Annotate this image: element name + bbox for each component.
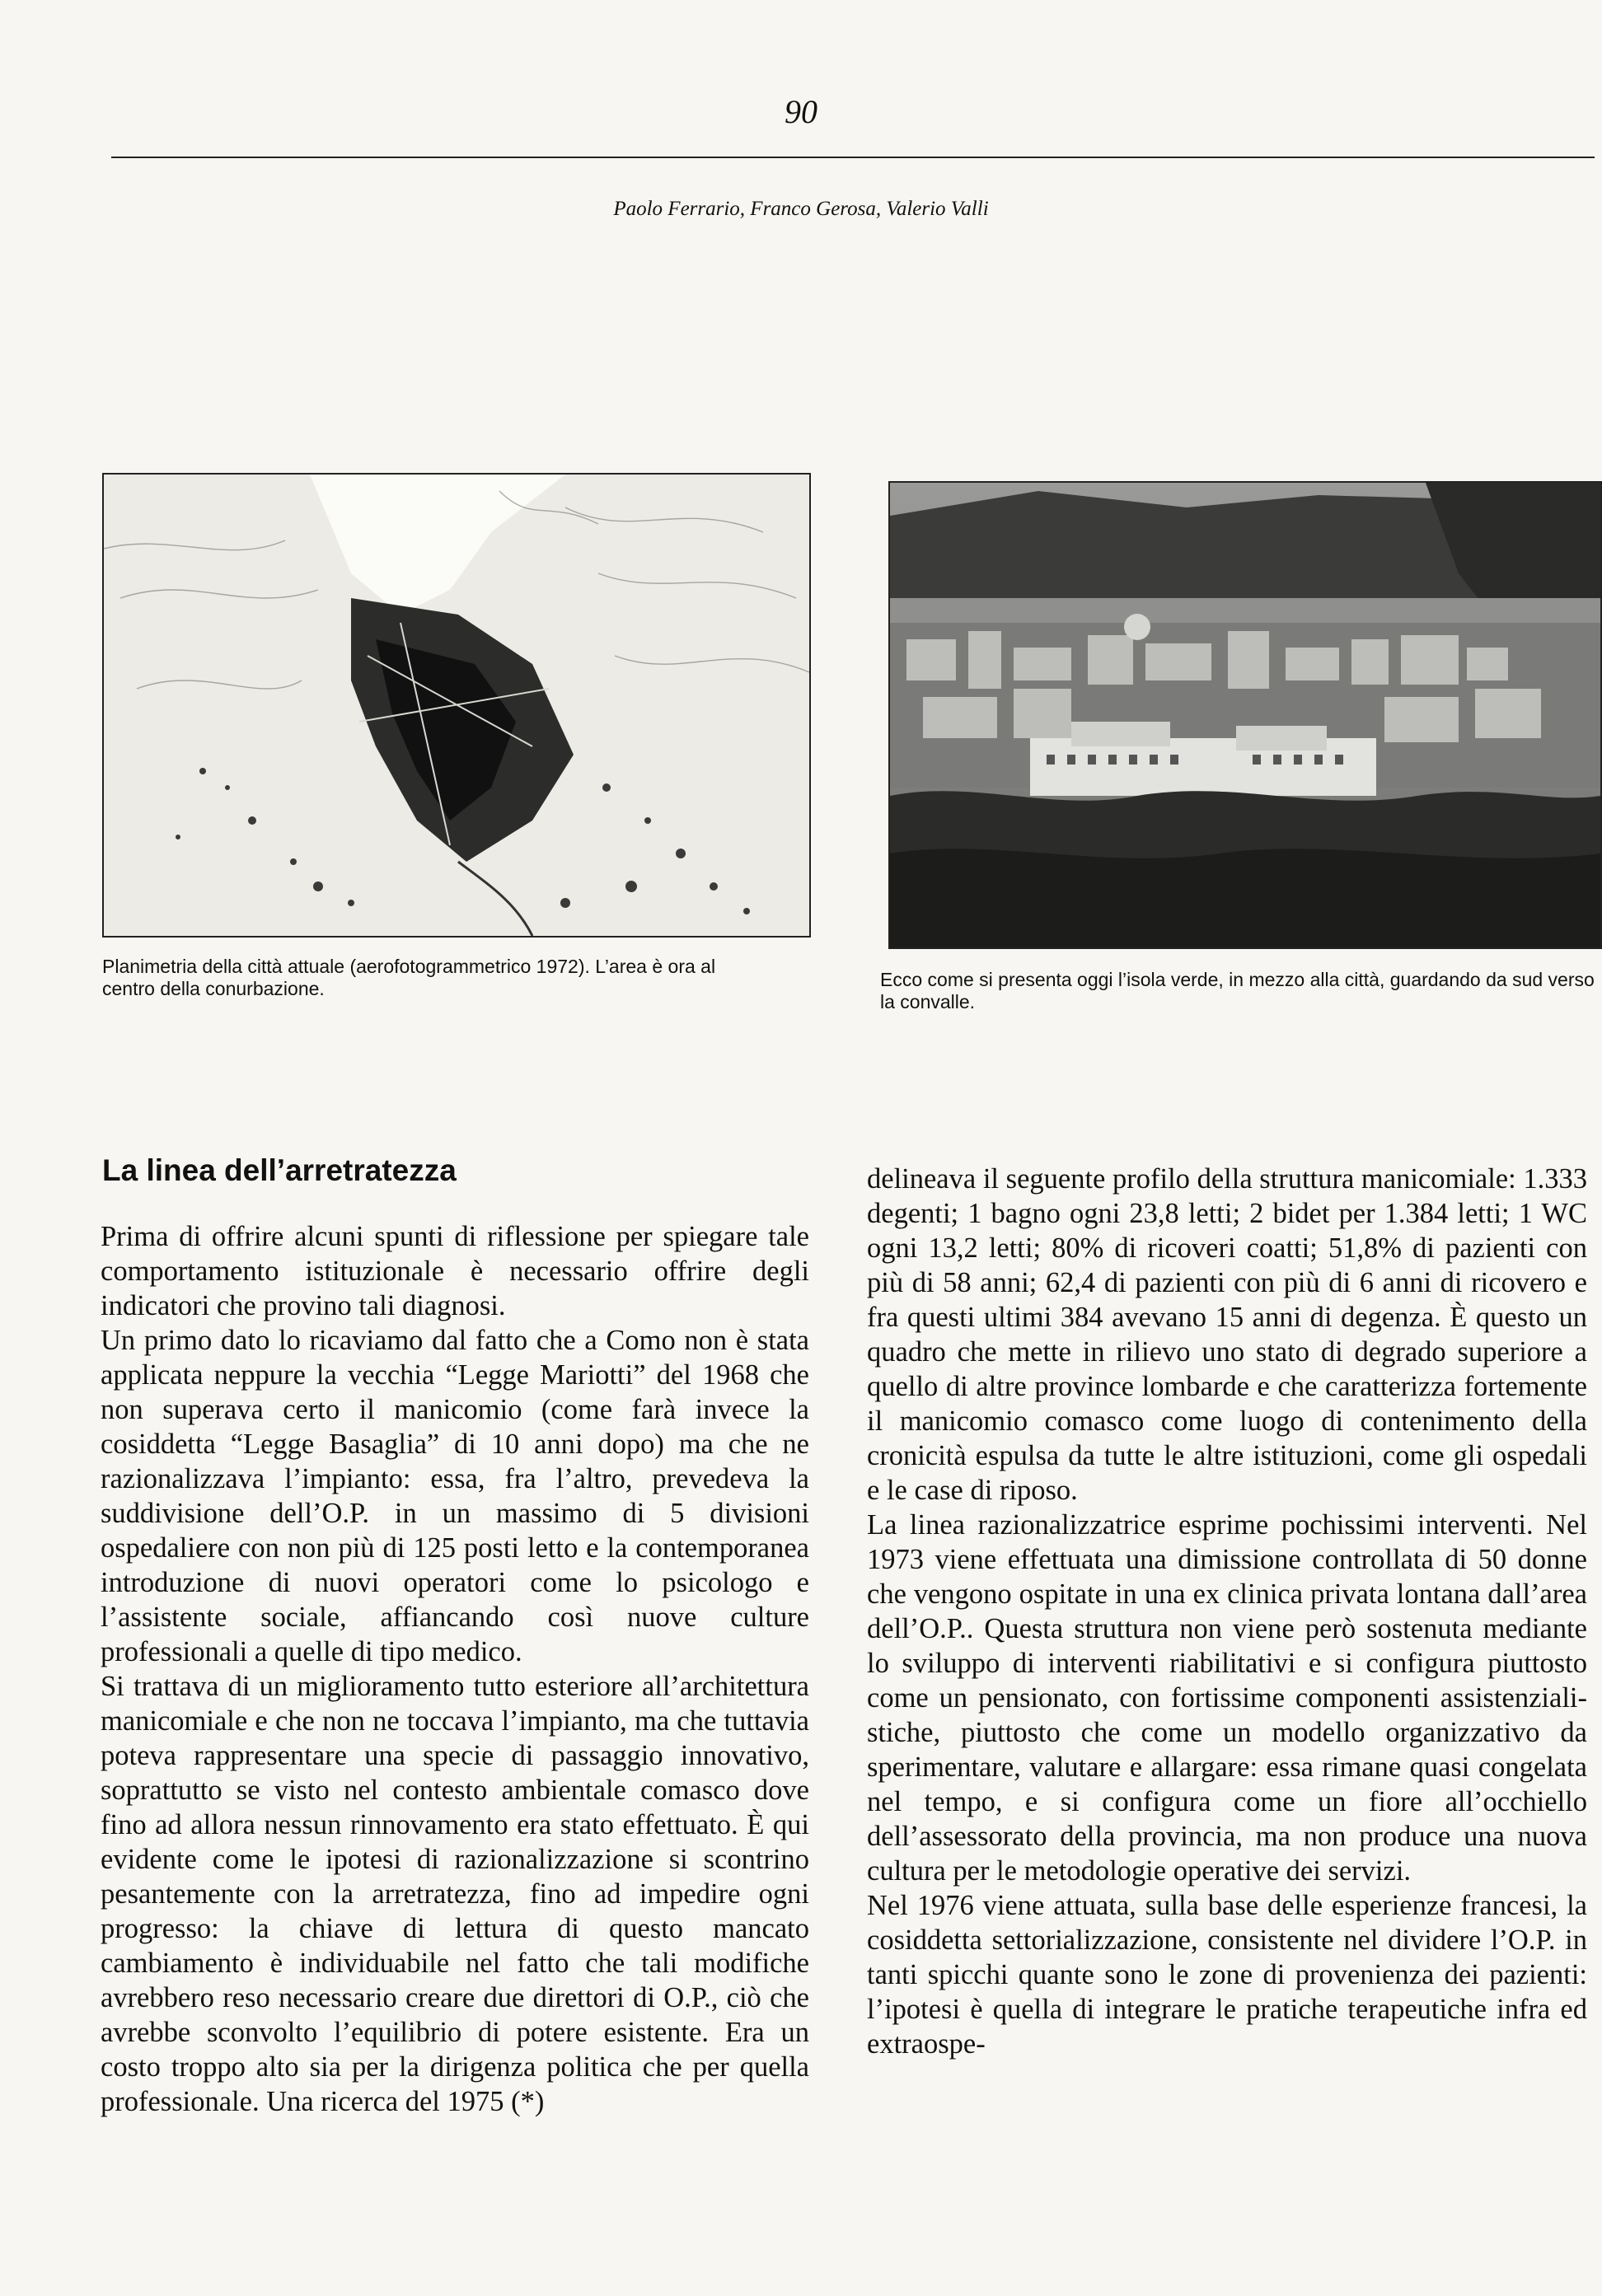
page-number: 90 xyxy=(785,93,817,130)
aerial-map-caption: Planimetria della città attuale (aerofotogrammetrico 1972). L’area è ora al centro della conurbazione. xyxy=(102,956,716,999)
section-title: La linea dell’arretratezza xyxy=(102,1153,457,1187)
city-view-photo xyxy=(888,481,1602,949)
left-column xyxy=(101,1219,809,2119)
aerial-map-photo xyxy=(102,473,811,938)
paragraph: Nel 1976 viene attuata, sulla base delle esperienze francesi, la cosiddetta settorializzazione, consistente nel dividere l’O.P. in tanti spicchi quante sono le zone di provenienza dei pazienti: l’ipotesi è quella di integrare le pratiche terapeutiche infra ed extraospe- xyxy=(867,1890,1587,2060)
paragraph: Si trattava di un miglioramento tutto esteriore all’architettura manicomiale e che non ne toccava l’impianto, ma che tuttavia poteva rappresentare una specie di passaggio innovativo, soprattutto se visto nel contesto ambientale comasco dove fino ad allora nessun rinnovamento era stato effettuato. È qui evidente come le ipotesi di razionalizzazione si scontrino pesantemente con la arretratezza, fino ad impedire ogni progresso: la chiave di lettura di questo mancato cambiamento è individuabile nel fatto che tali modifiche avrebbero reso necessario creare due direttori di O.P., ciò che avrebbe sconvolto l’equilibrio di potere esistente. Era un costo troppo alto sia per la dirigenza politica che per quella professionale. Una ricerca del 1975 (*) xyxy=(101,1671,809,2117)
header-rule xyxy=(111,157,1595,158)
paragraph: La linea razionalizzatrice esprime pochissimi interventi. Nel 1973 viene effettuata una dimissione controllata di 50 donne che vengono ospitate in una ex clinica privata lontana dall’area dell’O.P.. Questa struttura non viene però sostenuta mediante lo sviluppo di interventi riabilitativi e si configura piuttosto come un pensionato, con fortissime componenti assistenzialistiche, piuttosto che come un modello organizzativo da sperimentare, valutare e allargare: essa rimane quasi congelata nel tempo, e si configura come un fiore all’occhiello dell’assessorato della provincia, ma non produce una nuova cultura per le metodologie operative dei servizi. xyxy=(867,1509,1587,1887)
paragraph: Un primo dato lo ricaviamo dal fatto che a Como non è stata applicata neppure la vecchia “Legge Mariotti” del 1968 che non superava certo il manicomio (come farà invece la cosiddetta “Legge Basaglia” di 10 anni dopo) ma che ne razionalizzava l’impianto: essa, fra l’altro, prevedeva la suddivisione dell’O.P. in un massimo di 5 divisioni ospedaliere con non più di 125 posti letto e la contemporanea introduzione di nuovi operatori come lo psicologo e l’assistente sociale, affiancando così nuove culture professionali a quelle di tipo medico. xyxy=(101,1325,809,1667)
right-column xyxy=(867,1162,1587,2061)
city-view-caption: Ecco come si presenta oggi l’isola verde, in mezzo alla città, guardando da sud verso la convalle. xyxy=(880,969,1595,1012)
authors-line: Paolo Ferrario, Franco Gerosa, Valerio Valli xyxy=(613,198,989,220)
paragraph: Prima di offrire alcuni spunti di riflessione per spiegare tale comportamento istituzionale è necessario offrire degli indicatori che provino tali diagnosi. xyxy=(101,1221,809,1321)
paragraph: delineava il seguente profilo della struttura manicomiale: 1.333 degenti; 1 bagno ogni 23,8 letti; 2 bidet per 1.384 letti; 1 WC ogni 13,2 letti; 80% di ricoveri coatti; 51,8% di pazienti con più di 58 anni; 62,4 di pazienti con più di 6 anni di ricovero e fra questi ultimi 384 avevano 15 anni di degenza. È questo un quadro che mette in rilievo uno stato di degrado superiore a quello di altre province lombarde e che caratterizza fortemente il manicomio comasco come luogo di contenimento della cronicità espulsa da tutte le altre istituzioni, come gli ospedali e le case di riposo. xyxy=(867,1163,1587,1506)
